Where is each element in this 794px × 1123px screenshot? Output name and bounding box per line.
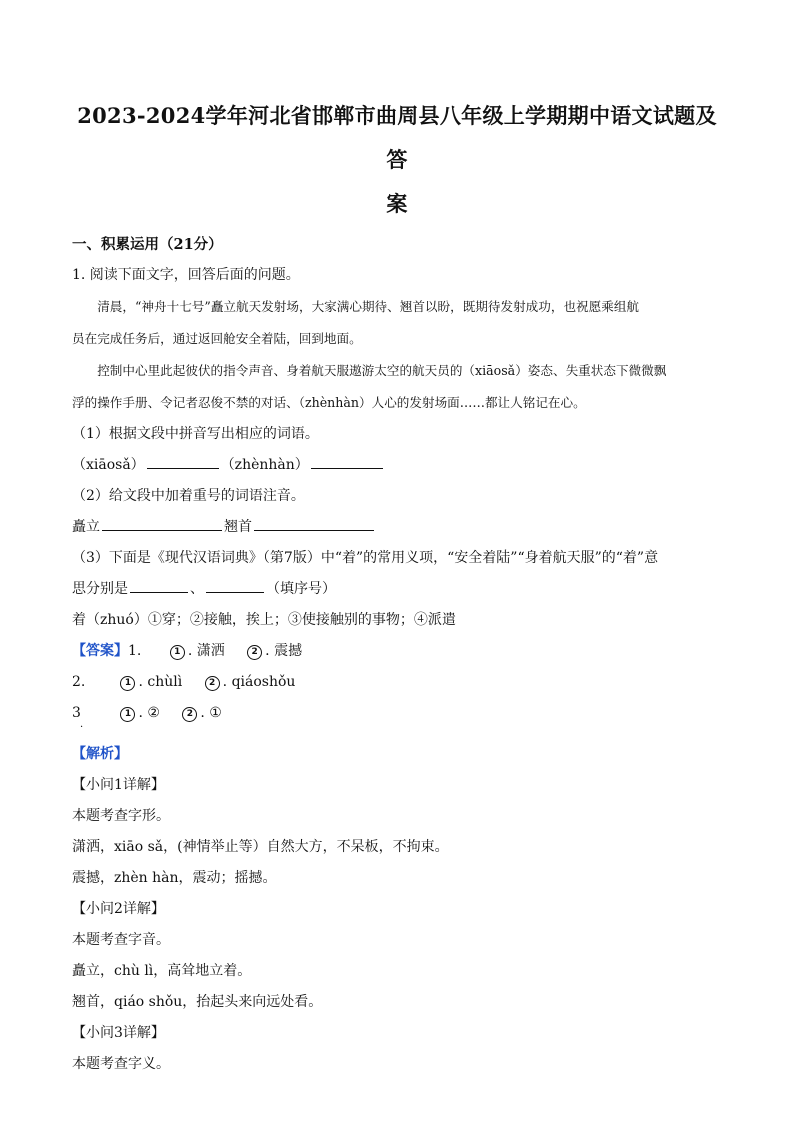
circled-number: 2 <box>182 707 197 722</box>
answer-option: 1 . chùlì <box>120 667 182 698</box>
answer-value: 潇洒 <box>196 643 225 659</box>
detail-line: 翘首，qiáo shǒu，抬起头来向远处看。 <box>72 994 323 1010</box>
subquestion-2-blanks <box>72 512 722 543</box>
answer-blank[interactable] <box>102 514 222 531</box>
detail-line: 本题考查字义。 <box>72 1056 170 1072</box>
sub3-text-post: （填序号） <box>266 581 336 597</box>
subquestion-detail-heading: 【小问2详解】 <box>72 901 165 917</box>
title-line-1: 2023-2024学年河北省邯郸市曲周县八年级上学期期中语文试题及答 <box>77 103 717 172</box>
answer-tag: 【答案】 <box>72 643 128 659</box>
subquestion-1-blanks <box>72 450 722 481</box>
section-heading: 一、积累运用（21分） <box>72 236 223 253</box>
word-label-2: 翘首 <box>224 519 252 535</box>
subquestion-detail-heading: 【小问1详解】 <box>72 777 165 793</box>
pinyin-label-2: （zhènhàn） <box>220 457 309 473</box>
answer-option: 1 . ② <box>120 698 159 729</box>
detail-line: 震撼，zhèn hàn，震动；摇撼。 <box>72 870 277 886</box>
pinyin-label-1: （xiāosǎ） <box>72 457 145 473</box>
passage-paragraph-2b: 浮的操作手册、令记者忍俊不禁的对话、（zhènhàn）人心的发射场面……都让人铭记在心。 <box>72 395 586 410</box>
subquestion-1: （1）根据文段中拼音写出相应的词语。 <box>72 426 319 442</box>
answer-number: 2. <box>72 674 86 690</box>
answer-option: 2 . ① <box>182 698 221 729</box>
circled-number: 1 <box>170 645 185 660</box>
answer-row-2 <box>72 667 722 698</box>
question-prompt: 1. 阅读下面文字，回答后面的问题。 <box>72 267 300 283</box>
answer-value: ① <box>209 705 222 721</box>
passage-paragraph-1b: 员在完成任务后，通过返回舱安全着陆，回到地面。 <box>72 331 362 346</box>
title-line-2: 案 <box>386 191 408 216</box>
detail-line: 潇洒，xiāo sǎ，(神情举止等）自然大方，不呆板，不拘束。 <box>72 839 449 855</box>
answer-option: 2 . qiáoshǒu <box>205 667 296 698</box>
circled-number: 2 <box>205 676 220 691</box>
reading-passage <box>72 291 722 419</box>
sub3-text-mid: 、 <box>190 581 204 597</box>
answer-value: 震撼 <box>274 643 303 659</box>
passage-paragraph-1a: 清晨，“神舟十七号”矗立航天发射场，大家满心期待、翘首以盼，既期待发射成功，也祝愿乘组航 <box>97 299 640 314</box>
document-title <box>72 94 722 226</box>
passage-paragraph-2a: 控制中心里此起彼伏的指令声音、身着航天服遨游太空的航天员的（xiāosǎ）姿态、失重状态下微微飘 <box>97 363 667 378</box>
subquestion-3: （3）下面是《现代汉语词典》（第7版）中“着”的常用义项，“安全着陆”“身着航天服”的“着”意 <box>72 550 659 566</box>
circled-number: 1 <box>120 707 135 722</box>
analysis-tag: 【解析】 <box>72 746 128 762</box>
dictionary-entry: 着（zhuó）①穿；②接触，挨上；③使接触别的事物；④派遣 <box>72 612 456 628</box>
detail-line: 矗立，chù lì，高耸地立着。 <box>72 963 252 979</box>
answer-row-1 <box>72 636 722 667</box>
answer-value: chùlì <box>147 674 183 690</box>
answer-blank[interactable] <box>254 514 374 531</box>
circled-number: 1 <box>120 676 135 691</box>
answer-number: 1. <box>128 643 142 659</box>
answer-value: ② <box>147 705 160 721</box>
detail-line: 本题考查字音。 <box>72 932 170 948</box>
subquestion-detail-heading: 【小问3详解】 <box>72 1025 165 1041</box>
detail-line: 本题考查字形。 <box>72 808 170 824</box>
answer-value: qiáoshǒu <box>231 674 296 690</box>
subquestion-2: （2）给文段中加着重号的词语注音。 <box>72 488 305 504</box>
circled-number: 2 <box>247 645 262 660</box>
stray-dot: · <box>80 722 84 733</box>
answer-blank[interactable] <box>206 576 264 593</box>
answer-option: 1 . 潇洒 <box>170 636 225 667</box>
answer-blank[interactable] <box>311 452 383 469</box>
subquestion-3-blanks <box>72 574 722 605</box>
answer-blank[interactable] <box>130 576 188 593</box>
answer-blank[interactable] <box>147 452 219 469</box>
answer-number: 3 <box>72 705 81 721</box>
answer-option: 2 . 震撼 <box>247 636 302 667</box>
word-label-1: 矗立 <box>72 519 100 535</box>
sub3-text-pre: 思分别是 <box>72 581 128 597</box>
